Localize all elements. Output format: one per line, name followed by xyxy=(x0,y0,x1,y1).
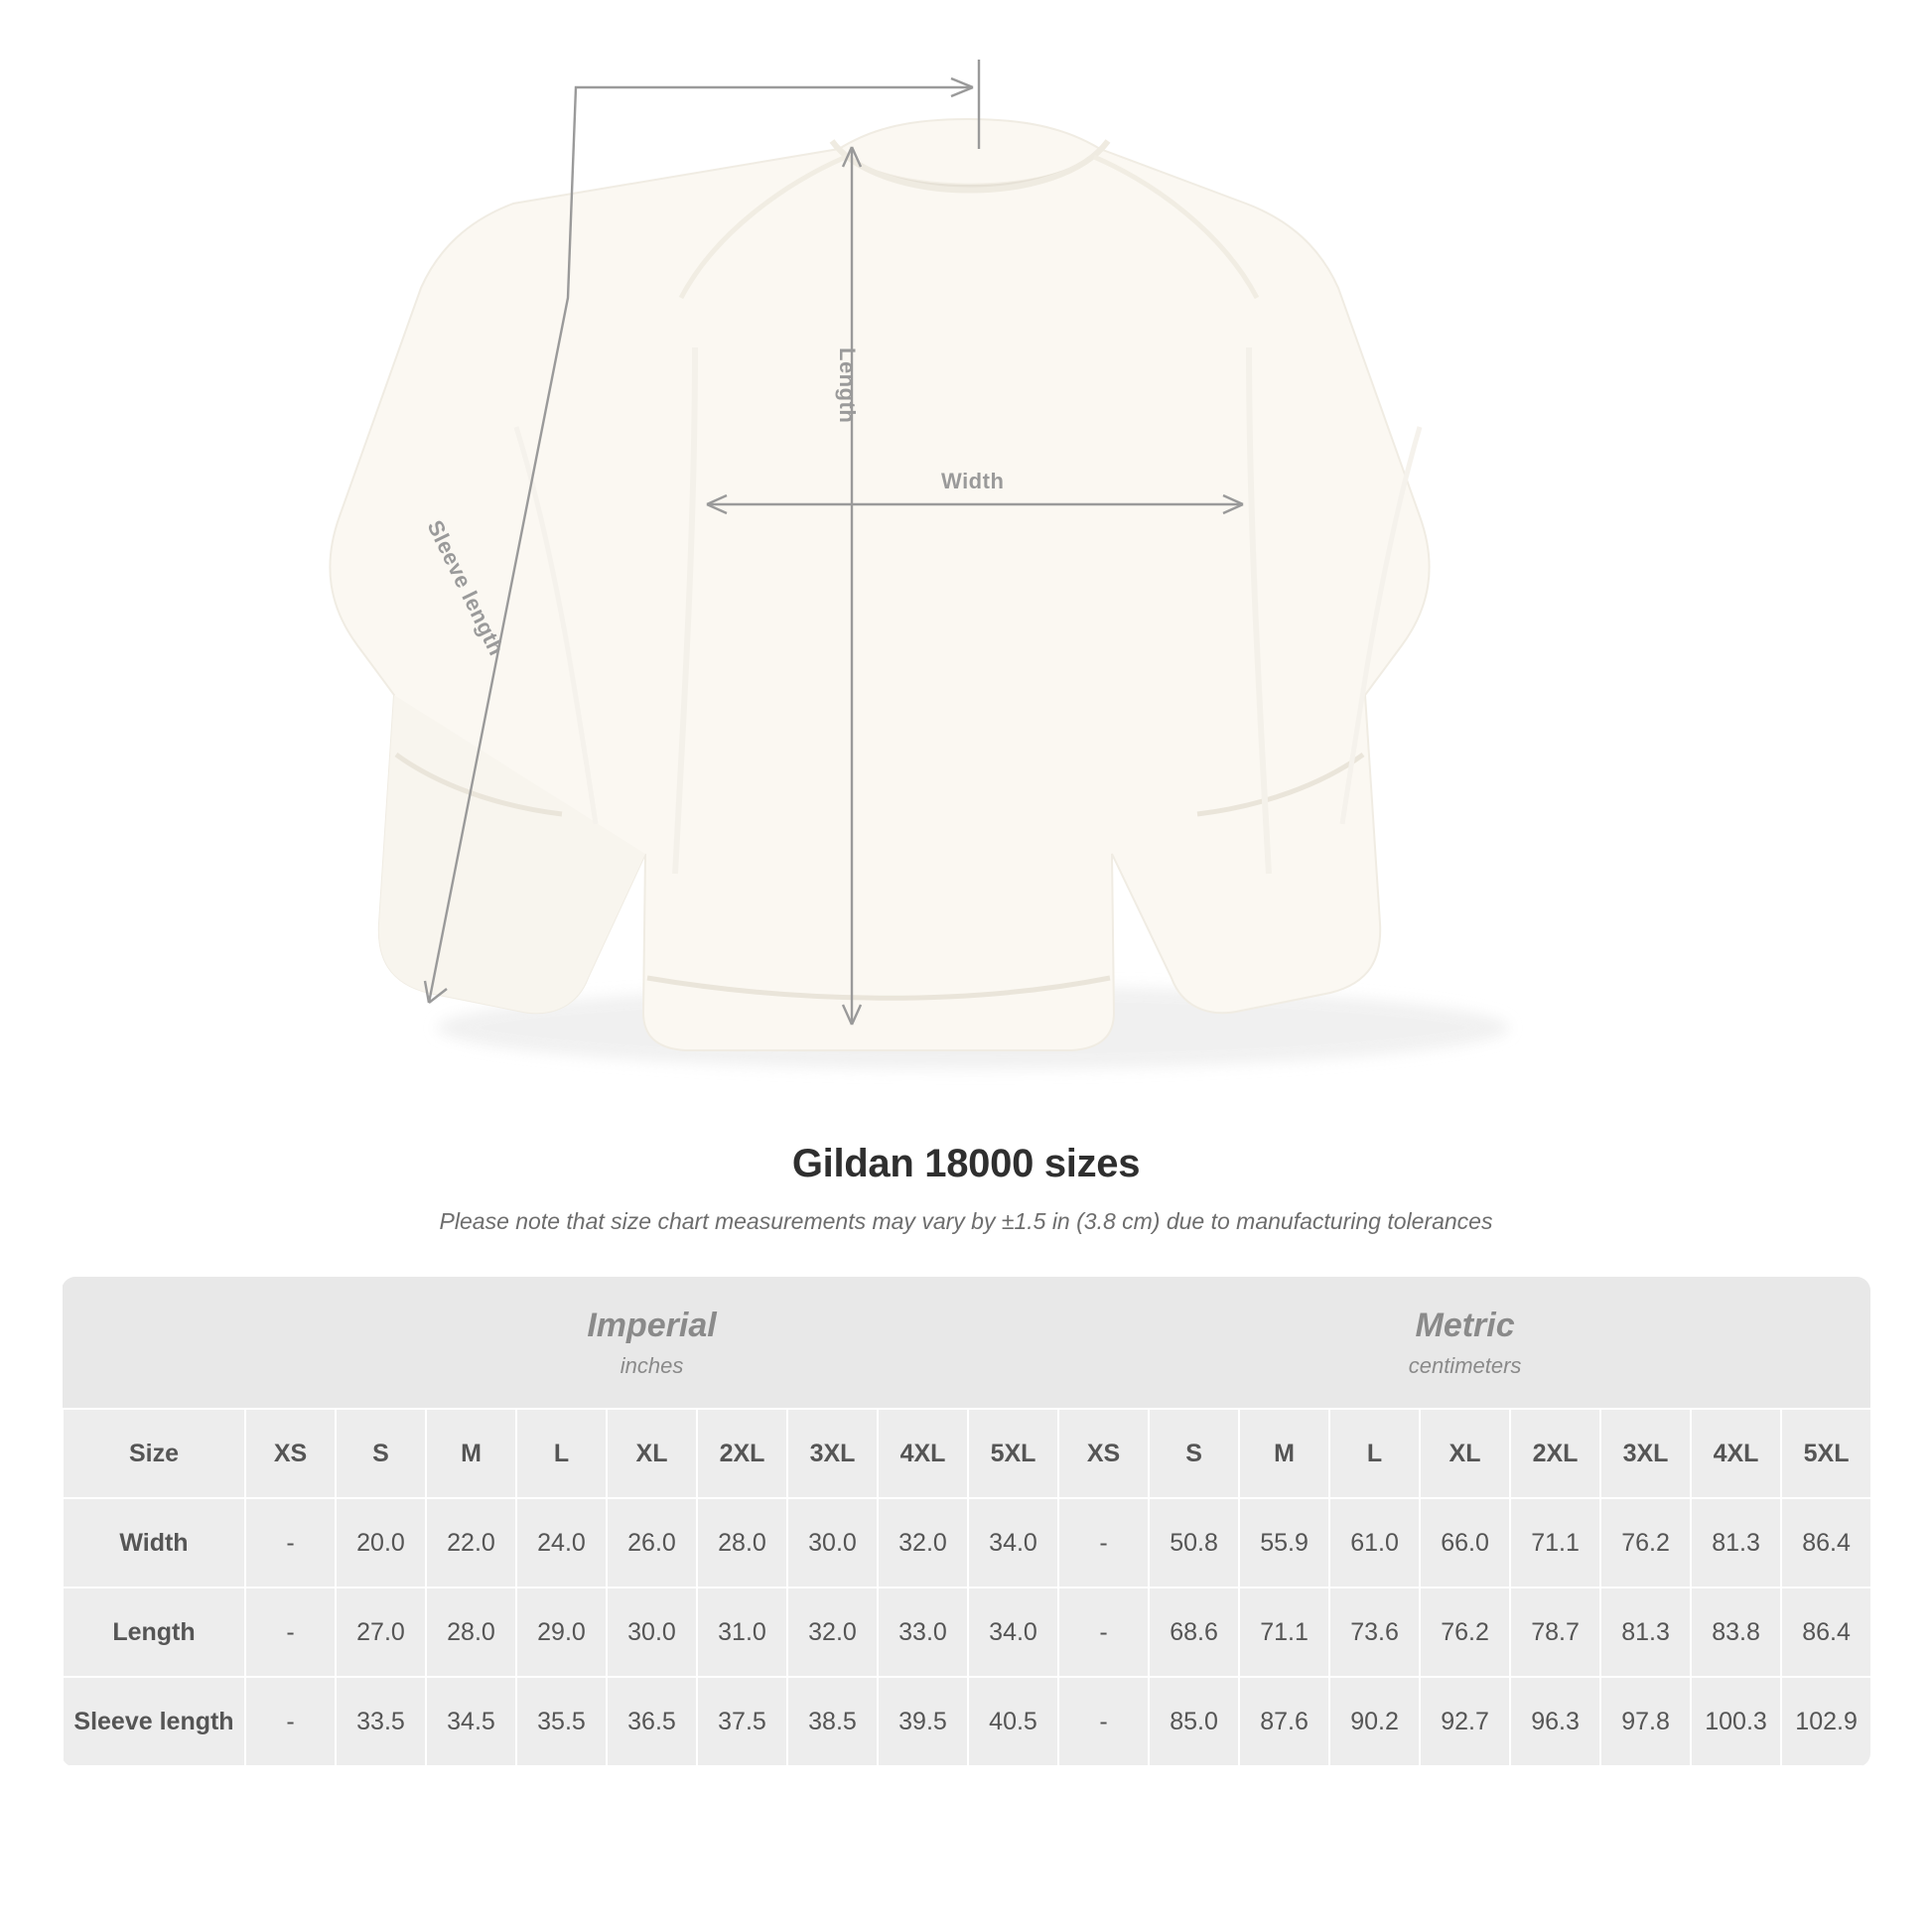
row-label-length: Length xyxy=(63,1587,245,1677)
cell-sleeve-imperial-l: 35.5 xyxy=(516,1677,607,1766)
cell-length-metric-4xl: 83.8 xyxy=(1691,1587,1781,1677)
cell-width-metric-m: 55.9 xyxy=(1239,1498,1329,1587)
imperial-unit-sub: inches xyxy=(620,1352,684,1378)
unit-header-row xyxy=(63,1277,1870,1409)
cell-width-metric-s: 50.8 xyxy=(1149,1498,1239,1587)
cell-sleeve-imperial-4xl: 39.5 xyxy=(878,1677,968,1766)
size-header-metric-m: M xyxy=(1239,1409,1329,1498)
cell-sleeve-metric-4xl: 100.3 xyxy=(1691,1677,1781,1766)
size-header-imperial-2xl: 2XL xyxy=(697,1409,787,1498)
cell-length-imperial-2xl: 31.0 xyxy=(697,1587,787,1677)
cell-length-metric-3xl: 81.3 xyxy=(1600,1587,1691,1677)
metric-unit-sub: centimeters xyxy=(1408,1352,1522,1378)
cell-width-metric-4xl: 81.3 xyxy=(1691,1498,1781,1587)
cell-sleeve-metric-5xl: 102.9 xyxy=(1781,1677,1870,1766)
size-header-row xyxy=(63,1409,1870,1498)
cell-sleeve-imperial-2xl: 37.5 xyxy=(697,1677,787,1766)
cell-length-imperial-5xl: 34.0 xyxy=(968,1587,1058,1677)
cell-sleeve-metric-s: 85.0 xyxy=(1149,1677,1239,1766)
unit-header-metric xyxy=(1058,1277,1870,1409)
table-row xyxy=(63,1677,1870,1766)
cell-sleeve-metric-2xl: 96.3 xyxy=(1510,1677,1600,1766)
row-label-width: Width xyxy=(63,1498,245,1587)
table-row xyxy=(63,1587,1870,1677)
cell-length-imperial-l: 29.0 xyxy=(516,1587,607,1677)
size-header-imperial-5xl: 5XL xyxy=(968,1409,1058,1498)
row-label-sleeve-length: Sleeve length xyxy=(63,1677,245,1766)
cell-width-imperial-s: 20.0 xyxy=(336,1498,426,1587)
cell-width-imperial-xl: 26.0 xyxy=(607,1498,697,1587)
cell-width-imperial-l: 24.0 xyxy=(516,1498,607,1587)
size-table-body xyxy=(63,1498,1870,1766)
size-header-imperial-4xl: 4XL xyxy=(878,1409,968,1498)
cell-width-imperial-xs: - xyxy=(245,1498,336,1587)
unit-header-corner xyxy=(63,1277,245,1409)
size-header-metric-5xl: 5XL xyxy=(1781,1409,1870,1498)
cell-sleeve-metric-xl: 92.7 xyxy=(1420,1677,1510,1766)
table-row xyxy=(63,1498,1870,1587)
sleeve-length-dimension-label: Sleeve length xyxy=(422,516,510,660)
size-header-metric-3xl: 3XL xyxy=(1600,1409,1691,1498)
metric-unit-name: Metric xyxy=(1415,1306,1515,1344)
cell-width-metric-3xl: 76.2 xyxy=(1600,1498,1691,1587)
cell-width-metric-xl: 66.0 xyxy=(1420,1498,1510,1587)
size-table-head xyxy=(63,1277,1870,1498)
size-table xyxy=(62,1277,1870,1767)
cell-sleeve-imperial-xl: 36.5 xyxy=(607,1677,697,1766)
cell-sleeve-imperial-5xl: 40.5 xyxy=(968,1677,1058,1766)
cell-length-metric-l: 73.6 xyxy=(1329,1587,1420,1677)
cell-length-imperial-xl: 30.0 xyxy=(607,1587,697,1677)
cell-width-metric-l: 61.0 xyxy=(1329,1498,1420,1587)
cell-length-imperial-3xl: 32.0 xyxy=(787,1587,878,1677)
size-header-imperial-xl: XL xyxy=(607,1409,697,1498)
cell-width-imperial-4xl: 32.0 xyxy=(878,1498,968,1587)
cell-length-metric-xl: 76.2 xyxy=(1420,1587,1510,1677)
width-dimension-label: Width xyxy=(941,469,1005,493)
size-header-metric-2xl: 2XL xyxy=(1510,1409,1600,1498)
cell-width-metric-xs: - xyxy=(1058,1498,1149,1587)
cell-width-metric-5xl: 86.4 xyxy=(1781,1498,1870,1587)
cell-sleeve-metric-xs: - xyxy=(1058,1677,1149,1766)
cell-sleeve-imperial-s: 33.5 xyxy=(336,1677,426,1766)
cell-length-metric-m: 71.1 xyxy=(1239,1587,1329,1677)
size-header-metric-xs: XS xyxy=(1058,1409,1149,1498)
size-header-metric-4xl: 4XL xyxy=(1691,1409,1781,1498)
length-dimension-label: Length xyxy=(835,347,860,424)
cell-width-imperial-3xl: 30.0 xyxy=(787,1498,878,1587)
cell-sleeve-imperial-m: 34.5 xyxy=(426,1677,516,1766)
cell-sleeve-metric-m: 87.6 xyxy=(1239,1677,1329,1766)
cell-length-metric-5xl: 86.4 xyxy=(1781,1587,1870,1677)
cell-sleeve-metric-3xl: 97.8 xyxy=(1600,1677,1691,1766)
title-block xyxy=(0,1142,1932,1235)
cell-length-imperial-4xl: 33.0 xyxy=(878,1587,968,1677)
cell-sleeve-imperial-xs: - xyxy=(245,1677,336,1766)
size-header-imperial-s: S xyxy=(336,1409,426,1498)
size-header-metric-xl: XL xyxy=(1420,1409,1510,1498)
cell-sleeve-imperial-3xl: 38.5 xyxy=(787,1677,878,1766)
cell-sleeve-metric-l: 90.2 xyxy=(1329,1677,1420,1766)
cell-width-metric-2xl: 71.1 xyxy=(1510,1498,1600,1587)
cell-width-imperial-m: 22.0 xyxy=(426,1498,516,1587)
cell-length-metric-xs: - xyxy=(1058,1587,1149,1677)
cell-length-metric-s: 68.6 xyxy=(1149,1587,1239,1677)
sweatshirt-shape xyxy=(330,119,1429,1050)
size-table-wrapper xyxy=(62,1277,1870,1767)
size-header-imperial-3xl: 3XL xyxy=(787,1409,878,1498)
cell-length-imperial-s: 27.0 xyxy=(336,1587,426,1677)
size-header-imperial-l: L xyxy=(516,1409,607,1498)
cell-width-imperial-5xl: 34.0 xyxy=(968,1498,1058,1587)
imperial-unit-name: Imperial xyxy=(587,1306,717,1344)
cell-length-imperial-m: 28.0 xyxy=(426,1587,516,1677)
cell-length-metric-2xl: 78.7 xyxy=(1510,1587,1600,1677)
cell-width-imperial-2xl: 28.0 xyxy=(697,1498,787,1587)
unit-header-imperial xyxy=(245,1277,1058,1409)
size-header-imperial-m: M xyxy=(426,1409,516,1498)
page-title: Gildan 18000 sizes xyxy=(791,1142,1141,1185)
size-header-imperial-xs: XS xyxy=(245,1409,336,1498)
tolerance-note: Please note that size chart measurements may vary by ±1.5 in (3.8 cm) due to manufacturing tolerances xyxy=(439,1208,1493,1234)
cell-length-imperial-xs: - xyxy=(245,1587,336,1677)
size-header-cell: Size xyxy=(63,1409,245,1498)
size-header-metric-l: L xyxy=(1329,1409,1420,1498)
size-header-metric-s: S xyxy=(1149,1409,1239,1498)
